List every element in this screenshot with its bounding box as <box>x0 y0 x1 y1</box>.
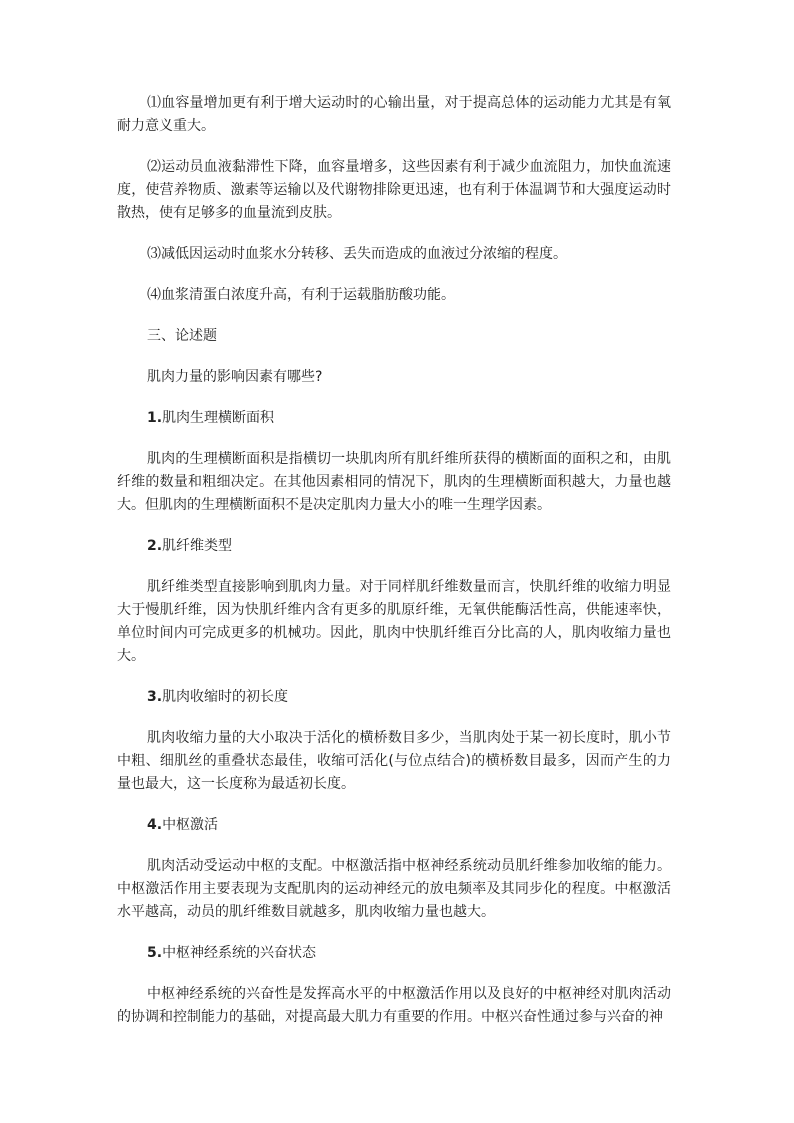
intro-paragraph-1: ⑴血容量增加更有利于增大运动时的心输出量，对于提高总体的运动能力尤其是有氧耐力意义重大。 <box>117 95 671 134</box>
factor-1-title: 肌肉生理横断面积 <box>162 410 275 426</box>
factor-2-title: 肌纤维类型 <box>162 538 233 554</box>
intro-paragraph-4: ⑷血浆清蛋白浓度升高，有利于运载脂肪酸功能。 <box>147 287 455 303</box>
factor-4-heading <box>117 814 671 837</box>
intro-paragraph-2: ⑵运动员血液黏滞性下降，血容量增多，这些因素有利于减少血流阻力，加快血流速度，使营养物质、激素等运输以及代谢物排除更迅速，也有利于体温调节和大强度运动时散热，使有足够多的血量流到皮肤。 <box>117 159 671 221</box>
factor-5-number: 5. <box>147 945 163 961</box>
factor-3-body: 肌肉收缩力量的大小取决于活化的横桥数目多少，当肌肉处于某一初长度时，肌小节中粗、细肌丝的重叠状态最佳，收缩可活化(与位点结合)的横桥数目最多，因而产生的力量也最大，这一长度称为最适初长度。 <box>117 730 671 792</box>
factor-2-number: 2. <box>147 538 163 554</box>
question-text: 肌肉力量的影响因素有哪些? <box>147 369 323 385</box>
factor-4-body: 肌肉活动受运动中枢的支配。中枢激活指中枢神经系统动员肌纤维参加收缩的能力。中枢激活作用主要表现为支配肌肉的运动神经元的放电频率及其同步化的程度。中枢激活水平越高，动员的肌纤维数目就越多，肌肉收缩力量也越大。 <box>117 858 671 920</box>
intro-paragraph-3: ⑶减低因运动时血浆水分转移、丢失而造成的血液过分浓缩的程度。 <box>147 246 567 262</box>
factor-2-body: 肌纤维类型直接影响到肌肉力量。对于同样肌纤维数量而言，快肌纤维的收缩力明显大于慢肌纤维，因为快肌纤维内含有更多的肌原纤维，无氧供能酶活性高，供能速率快，单位时间内可完成更多的机械功。因此，肌肉中快肌纤维百分比高的人，肌肉收缩力量也大。 <box>117 579 671 664</box>
factor-4-number: 4. <box>147 817 163 833</box>
factor-1-heading <box>117 407 671 430</box>
factor-3-title: 肌肉收缩时的初长度 <box>162 689 289 705</box>
section-title: 三、论述题 <box>147 328 217 344</box>
document-page <box>117 92 671 1047</box>
factor-5-heading <box>117 942 671 965</box>
factor-5-title: 中枢神经系统的兴奋状态 <box>162 945 317 961</box>
factor-1-body: 肌肉的生理横断面积是指横切一块肌肉所有肌纤维所获得的横断面的面积之和，由肌纤维的数量和粗细决定。在其他因素相同的情况下，肌肉的生理横断面积越大，力量也越大。但肌肉的生理横断面积不是决定肌肉力量大小的唯一生理学因素。 <box>117 451 671 513</box>
factor-4-title: 中枢激活 <box>162 817 219 833</box>
factor-3-heading <box>117 686 671 709</box>
factor-1-number: 1. <box>147 410 163 426</box>
factor-5-body: 中枢神经系统的兴奋性是发挥高水平的中枢激活作用以及良好的中枢神经对肌肉活动的协调和控制能力的基础，对提高最大肌力有重要的作用。中枢兴奋性通过参与兴奋的神 <box>117 986 671 1025</box>
factor-3-number: 3. <box>147 689 163 705</box>
factor-2-heading <box>117 535 671 558</box>
